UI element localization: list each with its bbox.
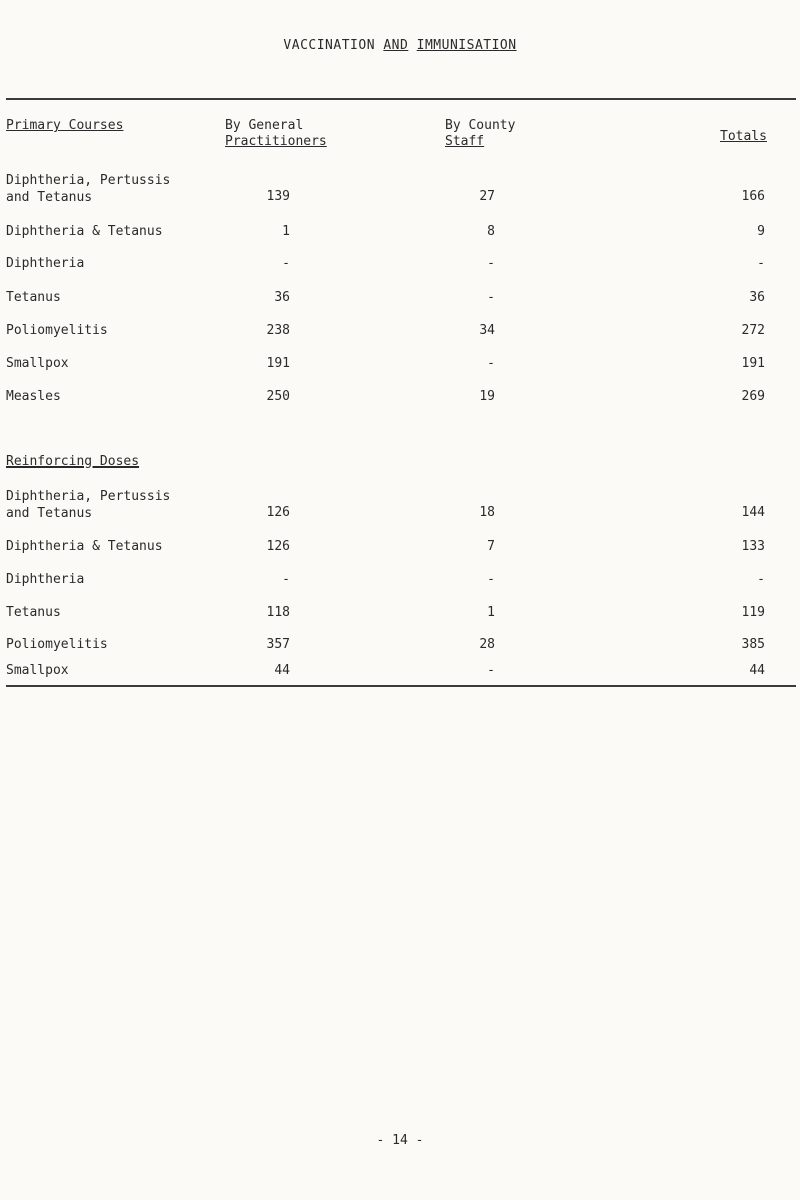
- page-title: [0, 38, 800, 53]
- reinforcing-dt-cs: 7: [487, 539, 495, 554]
- title-immunisation: IMMUNISATION: [416, 38, 517, 53]
- reinforcing-smallpox-gp: 44: [274, 663, 290, 678]
- reinforcing-tetanus-gp: 118: [266, 605, 290, 620]
- reinforcing-dpt-cs: 18: [479, 505, 495, 520]
- primary-polio-gp: 238: [266, 323, 290, 338]
- primary-measles-gp: 250: [266, 389, 290, 404]
- reinforcing-diphtheria-total: -: [757, 572, 765, 587]
- primary-smallpox-gp: 191: [266, 356, 290, 371]
- reinforcing-row-polio-label: Poliomyelitis: [6, 637, 108, 652]
- primary-smallpox-total: 191: [741, 356, 765, 371]
- primary-row-diphtheria-label: Diphtheria: [6, 256, 85, 271]
- reinforcing-row-tetanus-label: Tetanus: [6, 605, 61, 620]
- bottom-rule: [6, 685, 796, 687]
- primary-diphtheria-total: -: [757, 256, 765, 271]
- reinforcing-tetanus-cs: 1: [487, 605, 495, 620]
- gp-header-line2: Practitioners: [225, 134, 327, 149]
- primary-smallpox-cs: -: [487, 356, 495, 371]
- row-label-line2: and Tetanus: [6, 190, 93, 205]
- primary-dt-cs: 8: [487, 224, 495, 239]
- primary-row-polio-label: Poliomyelitis: [6, 323, 108, 338]
- page-number: - 14 -: [376, 1133, 424, 1148]
- primary-tetanus-cs: -: [487, 290, 495, 305]
- primary-tetanus-gp: 36: [274, 290, 290, 305]
- reinforcing-polio-cs: 28: [479, 637, 495, 652]
- primary-row-dpt-label: [6, 172, 170, 206]
- primary-dt-total: 9: [757, 224, 765, 239]
- reinforcing-dpt-gp: 126: [266, 505, 290, 520]
- primary-measles-total: 269: [741, 389, 765, 404]
- reinforcing-doses-heading: Reinforcing Doses: [6, 454, 140, 469]
- primary-polio-cs: 34: [479, 323, 495, 338]
- row-label-line1: Diphtheria, Pertussis: [6, 173, 171, 188]
- reinforcing-row-smallpox-label: Smallpox: [6, 663, 69, 678]
- reinforcing-smallpox-total: 44: [749, 663, 765, 678]
- row-label-line1: Diphtheria, Pertussis: [6, 489, 171, 504]
- primary-diphtheria-gp: -: [282, 256, 290, 271]
- reinforcing-row-dpt-label: [6, 488, 170, 522]
- primary-dpt-cs: 27: [479, 189, 495, 204]
- primary-dt-gp: 1: [282, 224, 290, 239]
- top-rule: [6, 98, 796, 100]
- reinforcing-dt-gp: 126: [266, 539, 290, 554]
- reinforcing-tetanus-total: 119: [741, 605, 765, 620]
- reinforcing-row-dt-label: Diphtheria & Tetanus: [6, 539, 163, 554]
- title-vaccination: VACCINATION: [283, 38, 376, 53]
- row-label-line2: and Tetanus: [6, 506, 93, 521]
- totals-header: Totals: [720, 129, 767, 144]
- county-staff-header-line2: Staff: [445, 134, 485, 149]
- primary-row-measles-label: Measles: [6, 389, 61, 404]
- reinforcing-diphtheria-cs: -: [487, 572, 495, 587]
- primary-measles-cs: 19: [479, 389, 495, 404]
- gp-header-line1: By General: [225, 118, 304, 133]
- primary-dpt-total: 166: [741, 189, 765, 204]
- primary-row-smallpox-label: Smallpox: [6, 356, 69, 371]
- reinforcing-polio-gp: 357: [266, 637, 290, 652]
- reinforcing-dt-total: 133: [741, 539, 765, 554]
- primary-courses-heading: Primary Courses: [6, 118, 124, 133]
- reinforcing-row-diphtheria-label: Diphtheria: [6, 572, 85, 587]
- primary-tetanus-total: 36: [749, 290, 765, 305]
- primary-row-dt-label: Diphtheria & Tetanus: [6, 224, 163, 239]
- primary-row-tetanus-label: Tetanus: [6, 290, 61, 305]
- primary-dpt-gp: 139: [266, 189, 290, 204]
- county-staff-header-line1: By County: [445, 118, 516, 133]
- reinforcing-diphtheria-gp: -: [282, 572, 290, 587]
- primary-polio-total: 272: [741, 323, 765, 338]
- reinforcing-dpt-total: 144: [741, 505, 765, 520]
- title-and: AND: [383, 38, 409, 53]
- primary-diphtheria-cs: -: [487, 256, 495, 271]
- reinforcing-polio-total: 385: [741, 637, 765, 652]
- reinforcing-smallpox-cs: -: [487, 663, 495, 678]
